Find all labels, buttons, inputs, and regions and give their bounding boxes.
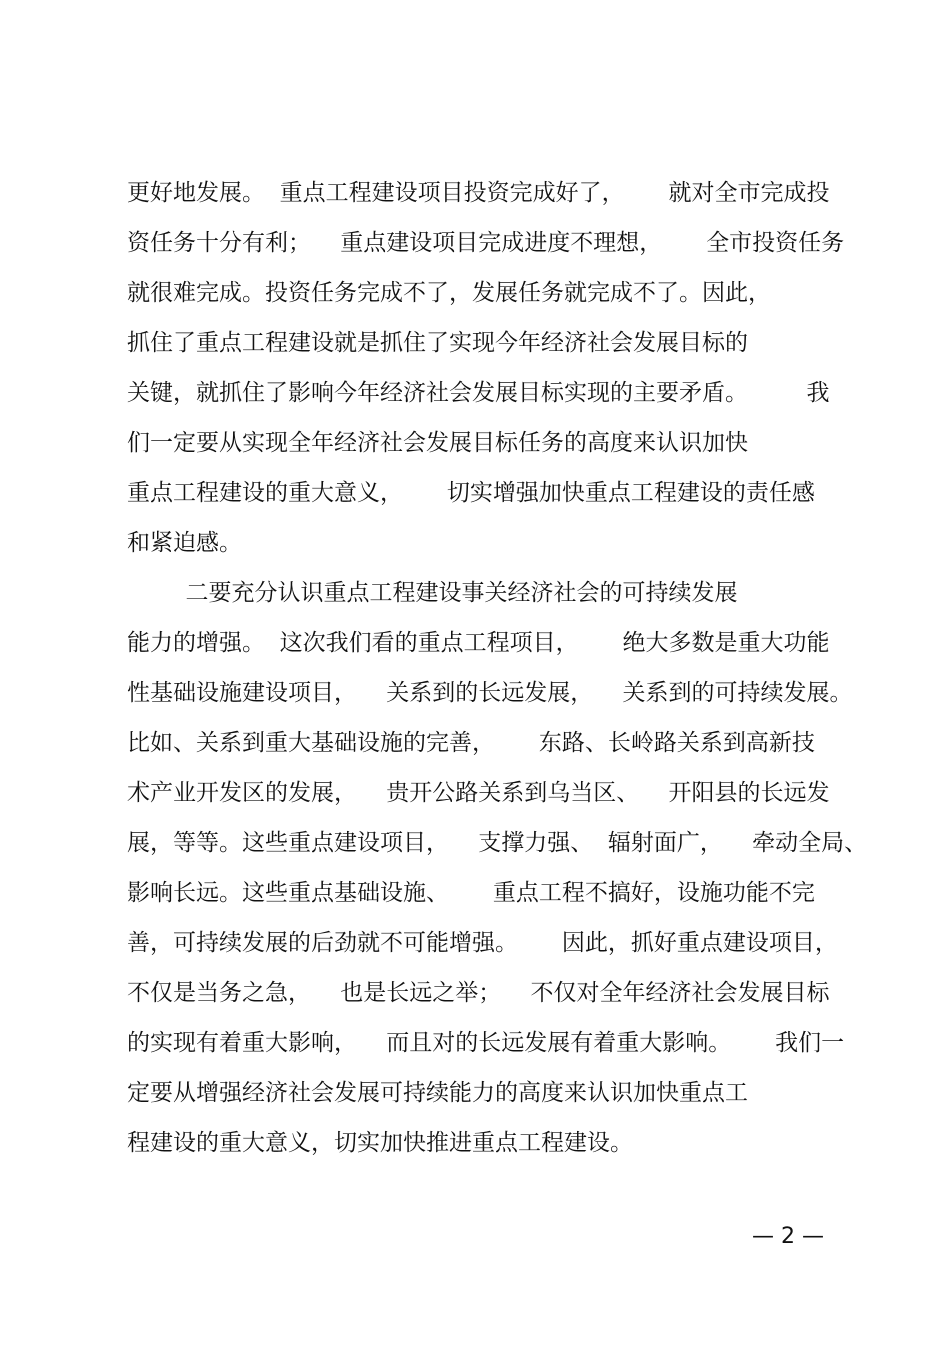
text-line: 能力的增强。 这次我们看的重点工程项目， 绝大多数是重大功能 [127, 630, 830, 656]
text-line: 重点工程建设的重大意义， 切实增强加快重点工程建设的责任感 [127, 480, 815, 506]
text-line: 术产业开发区的发展， 贵开公路关系到乌当区、 开阳县的长远发 [127, 780, 830, 806]
text-line: 关键，就抓住了影响今年经济社会发展目标实现的主要矛盾。 我 [127, 380, 830, 406]
text-line: 不仅是当务之急， 也是长远之举； 不仅对全年经济社会发展目标 [127, 980, 830, 1006]
text-line: 和紧迫感。 [127, 530, 242, 556]
text-line: 更好地发展。 重点工程建设项目投资完成好了， 就对全市完成投 [127, 180, 830, 206]
text-line: 资任务十分有利； 重点建设项目完成进度不理想， 全市投资任务 [127, 230, 845, 256]
text-line: 抓住了重点工程建设就是抓住了实现今年经济社会发展目标的 [127, 330, 748, 356]
text-line: 定要从增强经济社会发展可持续能力的高度来认识加快重点工 [127, 1080, 748, 1106]
text-line: 二要充分认识重点工程建设事关经济社会的可持续发展 [127, 580, 738, 606]
text-line: 比如、关系到重大基础设施的完善， 东路、长岭路关系到高新技 [127, 730, 815, 756]
text-line: 程建设的重大意义，切实加快推进重点工程建设。 [127, 1130, 633, 1156]
text-line: 展，等等。这些重点建设项目， 支撑力强、 辐射面广， 牵动全局、 [127, 830, 868, 856]
text-line: 的实现有着重大影响， 而且对的长远发展有着重大影响。 我们一 [127, 1030, 845, 1056]
text-line: 性基础设施建设项目， 关系到的长远发展， 关系到的可持续发展。 [127, 680, 853, 706]
text-line: 善，可持续发展的后劲就不可能增强。 因此，抓好重点建设项目， [127, 930, 838, 956]
text-line: 影响长远。这些重点基础设施、 重点工程不搞好，设施功能不完 [127, 880, 815, 906]
page-number: — 2 — [752, 1224, 824, 1249]
text-line: 就很难完成。投资任务完成不了，发展任务就完成不了。因此， [127, 280, 771, 306]
text-line: 们一定要从实现全年经济社会发展目标任务的高度来认识加快 [127, 430, 748, 456]
